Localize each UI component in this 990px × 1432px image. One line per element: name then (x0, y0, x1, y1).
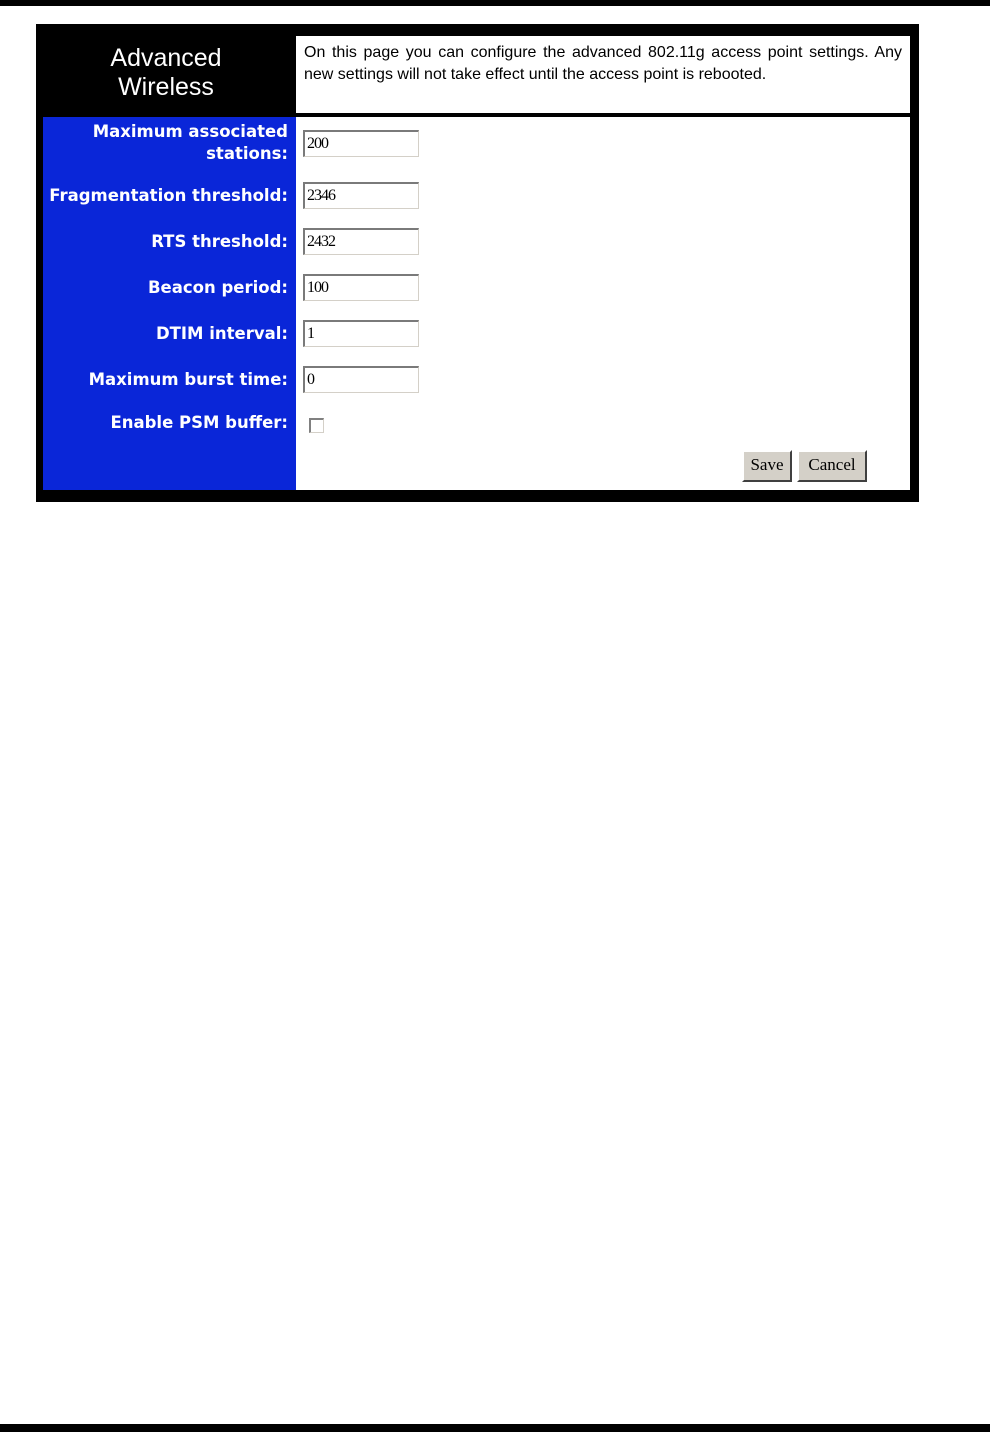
page-title-line1: Advanced (110, 44, 222, 72)
page-title (36, 24, 296, 116)
top-rule (0, 0, 990, 6)
max-stations-label-line1: Maximum associated (92, 122, 288, 141)
bottom-rule (0, 1424, 990, 1432)
beacon-period-label: Beacon period: (147, 278, 288, 297)
page-description: On this page you can configure the advanced 802.11g access point settings. Any new settings will not take effect until the access point is rebooted. (296, 36, 910, 113)
psm-buffer-checkbox[interactable] (309, 418, 324, 433)
max-stations-label-line2: stations: (206, 144, 288, 163)
rts-threshold-label: RTS threshold: (151, 232, 288, 251)
label-column (43, 117, 296, 490)
rts-threshold-input[interactable]: 2432 (303, 228, 419, 255)
beacon-period-input[interactable]: 100 (303, 274, 419, 301)
dtim-interval-label: DTIM interval: (155, 324, 288, 343)
save-button[interactable]: Save (742, 450, 792, 482)
max-stations-label (93, 121, 288, 165)
max-burst-time-input[interactable]: 0 (303, 366, 419, 393)
max-stations-input[interactable]: 200 (303, 130, 419, 157)
max-burst-time-label: Maximum burst time: (88, 370, 288, 389)
advanced-wireless-panel (36, 24, 919, 502)
psm-buffer-label: Enable PSM buffer: (110, 413, 288, 432)
cancel-button[interactable]: Cancel (797, 450, 867, 482)
frag-threshold-input[interactable]: 2346 (303, 182, 419, 209)
field-column (296, 117, 910, 490)
page-title-line2: Wireless (118, 73, 214, 101)
dtim-interval-input[interactable]: 1 (303, 320, 419, 347)
frag-threshold-label: Fragmentation threshold: (49, 186, 288, 205)
